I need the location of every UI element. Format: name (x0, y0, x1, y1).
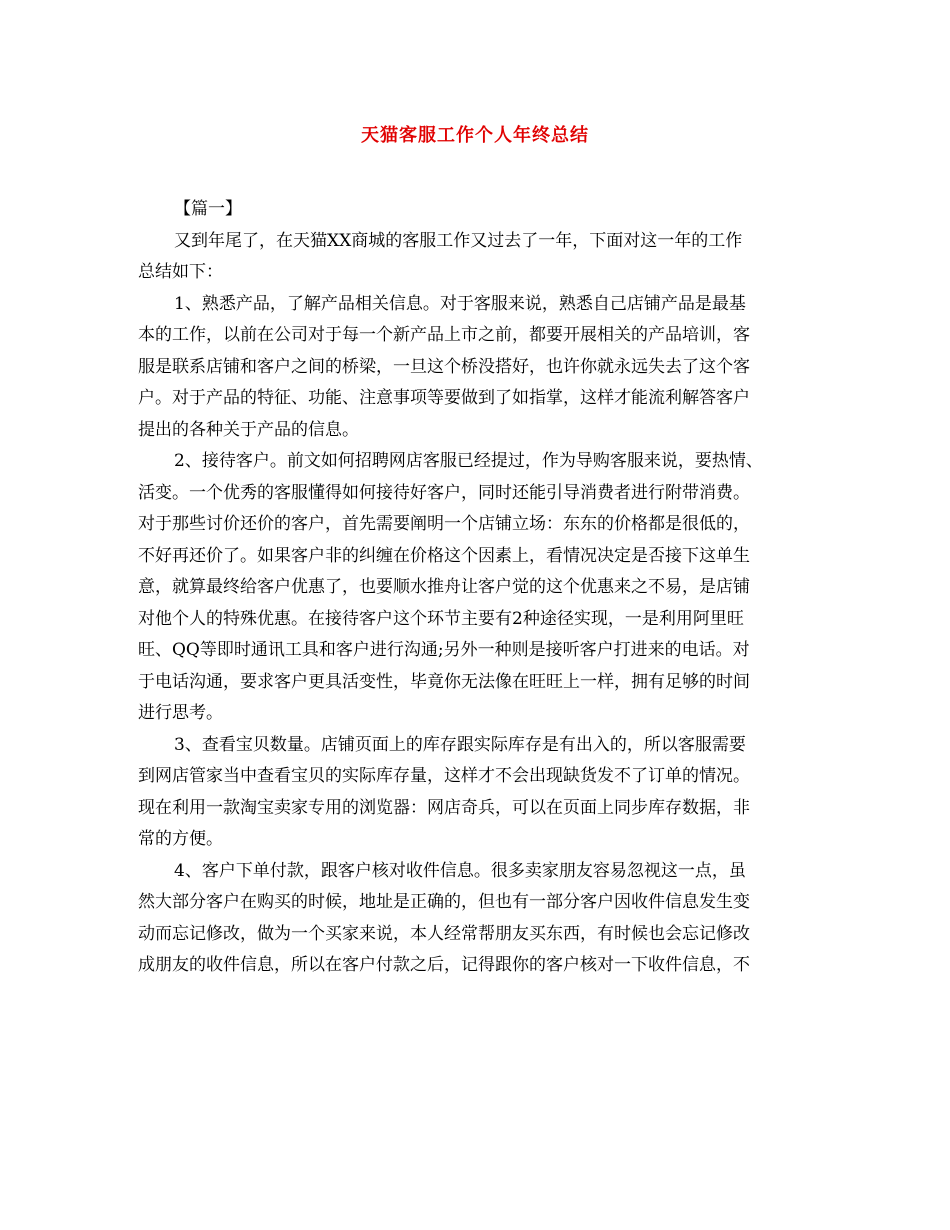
paragraph-first-line: 3、查看宝贝数量。店铺页面上的库存跟实际库存是有出入的，所以客服需要 (174, 734, 746, 755)
paragraph-line: 户。对于产品的特征、功能、注意事项等要做到了如指掌，这样才能流利解答客户 (138, 388, 750, 408)
paragraph-line: 意，就算最终给客户优惠了，也要顺水推舟让客户觉的这个优惠来之不易，是店铺 (138, 577, 750, 597)
paragraph-line: 常的方便。 (138, 829, 223, 849)
paragraph-line: 对他个人的特殊优惠。在接待客户这个环节主要有2种途径实现，一是利用阿里旺 (138, 608, 744, 629)
paragraph-line: 总结如下： (138, 262, 223, 282)
paragraph-first-line: 2、接待客户。前文如何招聘网店客服已经提过，作为导购客服来说，要热情、 (174, 451, 763, 471)
paragraph-line: 到网店管家当中查看宝贝的实际库存量，这样才不会出现缺货发不了订单的情况。 (138, 766, 750, 786)
paragraph-line: 动而忘记修改，做为一个买家来说，本人经常帮朋友买东西，有时候也会忘记修改 (138, 923, 750, 944)
paragraph-first-line: 4、客户下单付款，跟客户核对收件信息。很多卖家朋友容易忽视这一点，虽 (174, 860, 746, 881)
paragraph-line: 提出的各种关于产品的信息。 (138, 419, 359, 440)
paragraph-line: 于电话沟通，要求客户更具活变性，毕竟你无法像在旺旺上一样，拥有足够的时间 (138, 671, 750, 692)
paragraph-line: 不好再还价了。如果客户非的纠缠在价格这个因素上，看情况决定是否接下这单生 (138, 545, 750, 566)
paragraph-line: 服是联系店铺和客户之间的桥梁，一旦这个桥没搭好，也许你就永远失去了这个客 (138, 356, 750, 377)
paragraph-line: 现在利用一款淘宝卖家专用的浏览器：网店奇兵，可以在页面上同步库存数据，非 (138, 797, 750, 818)
paragraph-line: 本的工作，以前在公司对于每一个新产品上市之前，都要开展相关的产品培训，客 (138, 325, 750, 345)
section-label: 【篇一】 (174, 199, 242, 219)
paragraph-line: 进行思考。 (138, 703, 223, 723)
body-text (138, 226, 818, 982)
paragraph-first-line: 又到年尾了，在天猫XX商城的客服工作又过去了一年，下面对这一年的工作 (174, 230, 743, 251)
paragraph-line: 旺、QQ等即时通讯工具和客户进行沟通;另外一种则是接听客户打进来的电话。对 (138, 640, 750, 660)
document-body (138, 194, 818, 982)
paragraph-line: 对于那些讨价还价的客户，首先需要阐明一个店铺立场：东东的价格都是很低的， (138, 514, 750, 534)
paragraph-first-line: 1、熟悉产品，了解产品相关信息。对于客服来说，熟悉自己店铺产品是最基 (174, 293, 746, 314)
paragraph-line: 活变。一个优秀的客服懂得如何接待好客户，同时还能引导消费者进行附带消费。 (138, 482, 750, 503)
paragraph-line: 然大部分客户在购买的时候，地址是正确的，但也有一部分客户因收件信息发生变 (138, 892, 750, 912)
document-title: 天猫客服工作个人年终总结 (361, 125, 589, 146)
paragraph-line: 成朋友的收件信息，所以在客户付款之后，记得跟你的客户核对一下收件信息，不 (138, 955, 750, 975)
